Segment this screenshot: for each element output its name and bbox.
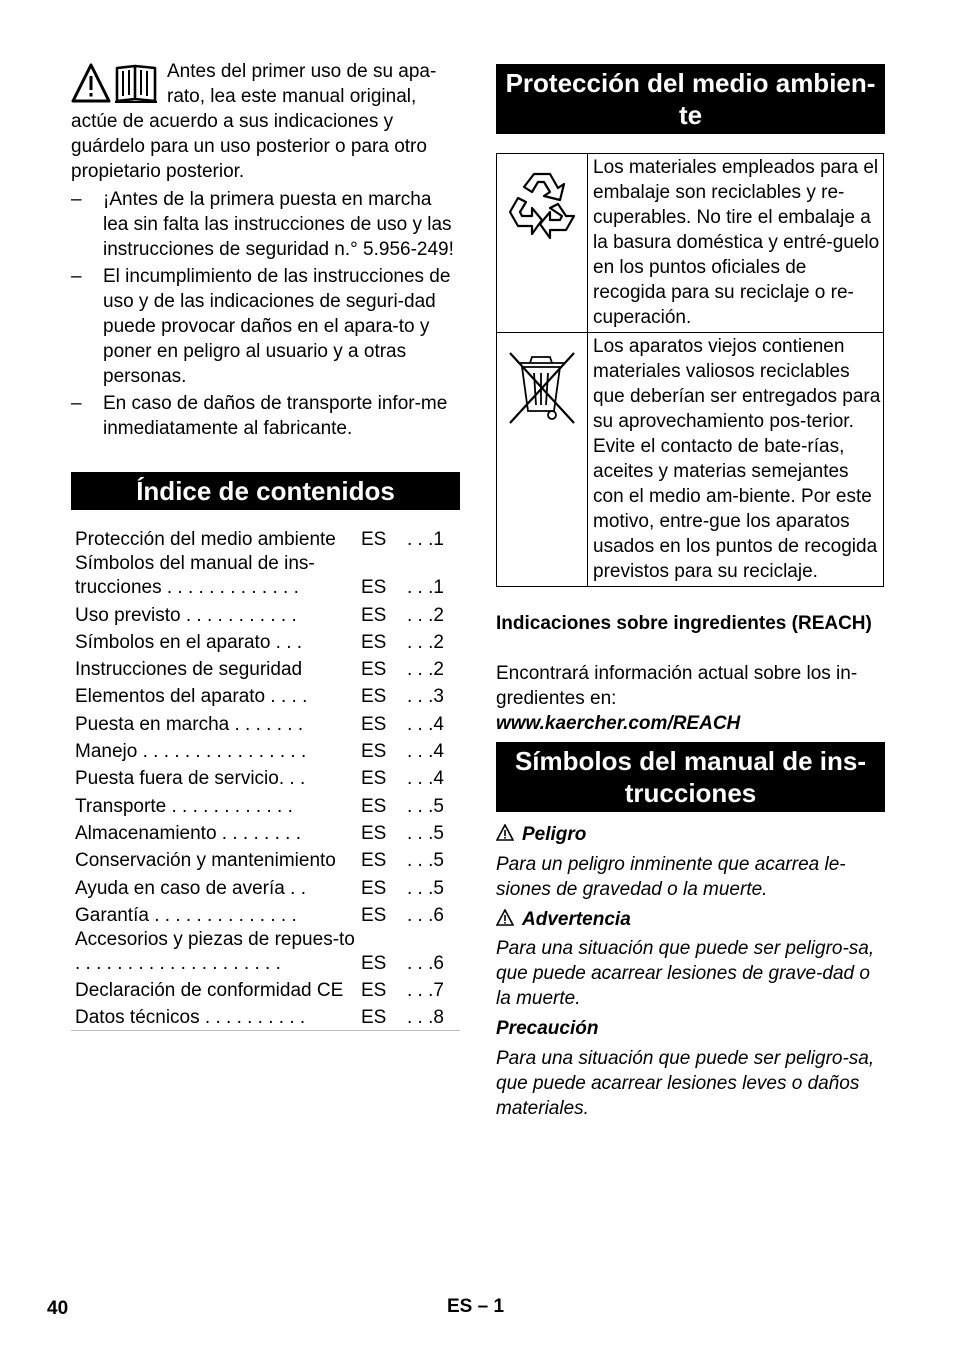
toc-entry[interactable]: Símbolos en el aparato . . . ES . . .2 [75, 631, 444, 653]
symbols-heading: Símbolos del manual de ins- trucciones [496, 742, 885, 812]
caution-text: Para una situación que puede ser peligro-sa, que puede acarrear lesiones leves o daños materiales. [496, 1048, 875, 1119]
toc-entry[interactable]: Almacenamiento . . . . . . . . ES . . .5 [75, 822, 444, 844]
read-manual-icon [115, 66, 157, 102]
list-item: – ¡Antes de la primera puesta en marcha lea sin falta las instrucciones de uso y las instrucciones de seguridad n.° 5.956-249! [71, 189, 454, 260]
toc-entry[interactable]: Elementos del aparato . . . . ES . . .3 [75, 686, 444, 708]
toc-entry[interactable]: Protección del medio ambiente ES . . .1 [75, 529, 444, 551]
toc-entry[interactable]: Ayuda en caso de avería . . ES . . .5 [75, 877, 444, 899]
intro-bullet-list [71, 187, 460, 441]
warning-triangle-icon [73, 65, 109, 101]
warning-manual-icons [71, 63, 159, 103]
toc-entry[interactable]: Transporte . . . . . . . . . . . . ES . . .5 [75, 795, 444, 817]
footer-section-page: – 1 [477, 1296, 505, 1317]
disposal-text: Los aparatos viejos contienen materiales valiosos reciclables que deberían ser entregados para su aprovechamiento pos-terior. Evite el contacto de bate-rías, aceites y materias semejantes con el medio am-biente. Por este motivo, entre-gue los aparatos usados en los puntos de recogida previstos para su reciclaje. [588, 333, 884, 587]
toc-divider [71, 1030, 460, 1031]
toc-heading: Índice de contenidos [71, 472, 460, 510]
recycle-cell [497, 154, 588, 333]
danger-title: Peligro [496, 822, 885, 847]
environment-table [496, 153, 884, 587]
caution-title: Precaución [496, 1018, 599, 1039]
toc-entry[interactable]: Conservación y mantenimiento ES . . .5 [75, 850, 444, 872]
reach-text: Encontrará información actual sobre los in-gredientes en: [496, 663, 858, 709]
danger-text: Para un peligro inminente que acarrea le-siones de gravedad o la muerte. [496, 854, 846, 900]
warning-triangle-icon [496, 909, 514, 926]
toc-entry[interactable]: Accesorios y piezas de repues-to . . . . . . . . . . . . . . . . . . . . ES . . .6 [75, 928, 444, 974]
environment-heading: Protección del medio ambien- te [496, 64, 885, 134]
toc-entry[interactable]: Datos técnicos . . . . . . . . . . ES . . .8 [75, 1007, 444, 1029]
toc-entry[interactable]: Puesta fuera de servicio. . . ES . . .4 [75, 768, 444, 790]
disposal-cell [497, 333, 588, 587]
toc-entry[interactable]: Puesta en marcha . . . . . . . ES . . .4 [75, 713, 444, 735]
warning-block [496, 907, 885, 1011]
reach-link[interactable]: www.kaercher.com/REACH [496, 713, 741, 734]
toc-table [71, 525, 460, 1030]
list-item: – En caso de daños de transporte infor-me inmediatamente al fabricante. [71, 393, 448, 439]
crossed-bin-icon [504, 347, 580, 427]
toc-entry[interactable]: Garantía . . . . . . . . . . . . . . ES . . .6 [75, 904, 444, 926]
footer-lang-code: ES [447, 1296, 473, 1317]
page-number: 40 [47, 1298, 69, 1319]
toc-entry[interactable]: Instrucciones de seguridad ES . . .2 [75, 659, 444, 681]
intro-text: Antes del primer uso de su apa-rato, lea este manual original, actúe de acuerdo a sus indicaciones y guárdelo para un uso posterior o para otro propietario posterior. [71, 61, 437, 182]
table-row [497, 333, 884, 587]
intro-section [71, 59, 460, 443]
intro-icons [71, 63, 161, 107]
warning-text: Para una situación que puede ser peligro-sa, que puede acarrear lesiones de grave-dad o la muerte. [496, 938, 875, 1009]
list-item: – El incumplimiento de las instrucciones de uso y de las indicaciones de seguri-dad puede provocar daños en el apara-to y poner en peligro al usuario y a otras personas. [71, 266, 451, 387]
warning-title: Advertencia [496, 907, 885, 932]
table-row [497, 154, 884, 333]
toc-entry[interactable]: Uso previsto . . . . . . . . . . . ES . . .2 [75, 604, 444, 626]
caution-block [496, 1016, 885, 1121]
danger-block [496, 822, 885, 902]
toc-entry[interactable]: Manejo . . . . . . . . . . . . . . . . ES . . .4 [75, 741, 444, 763]
toc-entry[interactable]: Declaración de conformidad CE ES . . .7 [75, 980, 444, 1002]
footer-section-ref [447, 1296, 504, 1318]
toc-entry[interactable]: Símbolos del manual de ins-trucciones . . . . . . . . . . . . . ES . . .1 [75, 553, 444, 599]
reach-title: Indicaciones sobre ingredientes (REACH) [496, 613, 872, 634]
recycle-text: Los materiales empleados para el embalaje son reciclables y re-cuperables. No tire el embalaje a la basura doméstica y entré-guelo en los puntos oficiales de recogida para su reciclaje o re-cuperación. [588, 154, 884, 333]
recycle-icon [504, 168, 580, 244]
warning-triangle-icon [496, 824, 514, 841]
